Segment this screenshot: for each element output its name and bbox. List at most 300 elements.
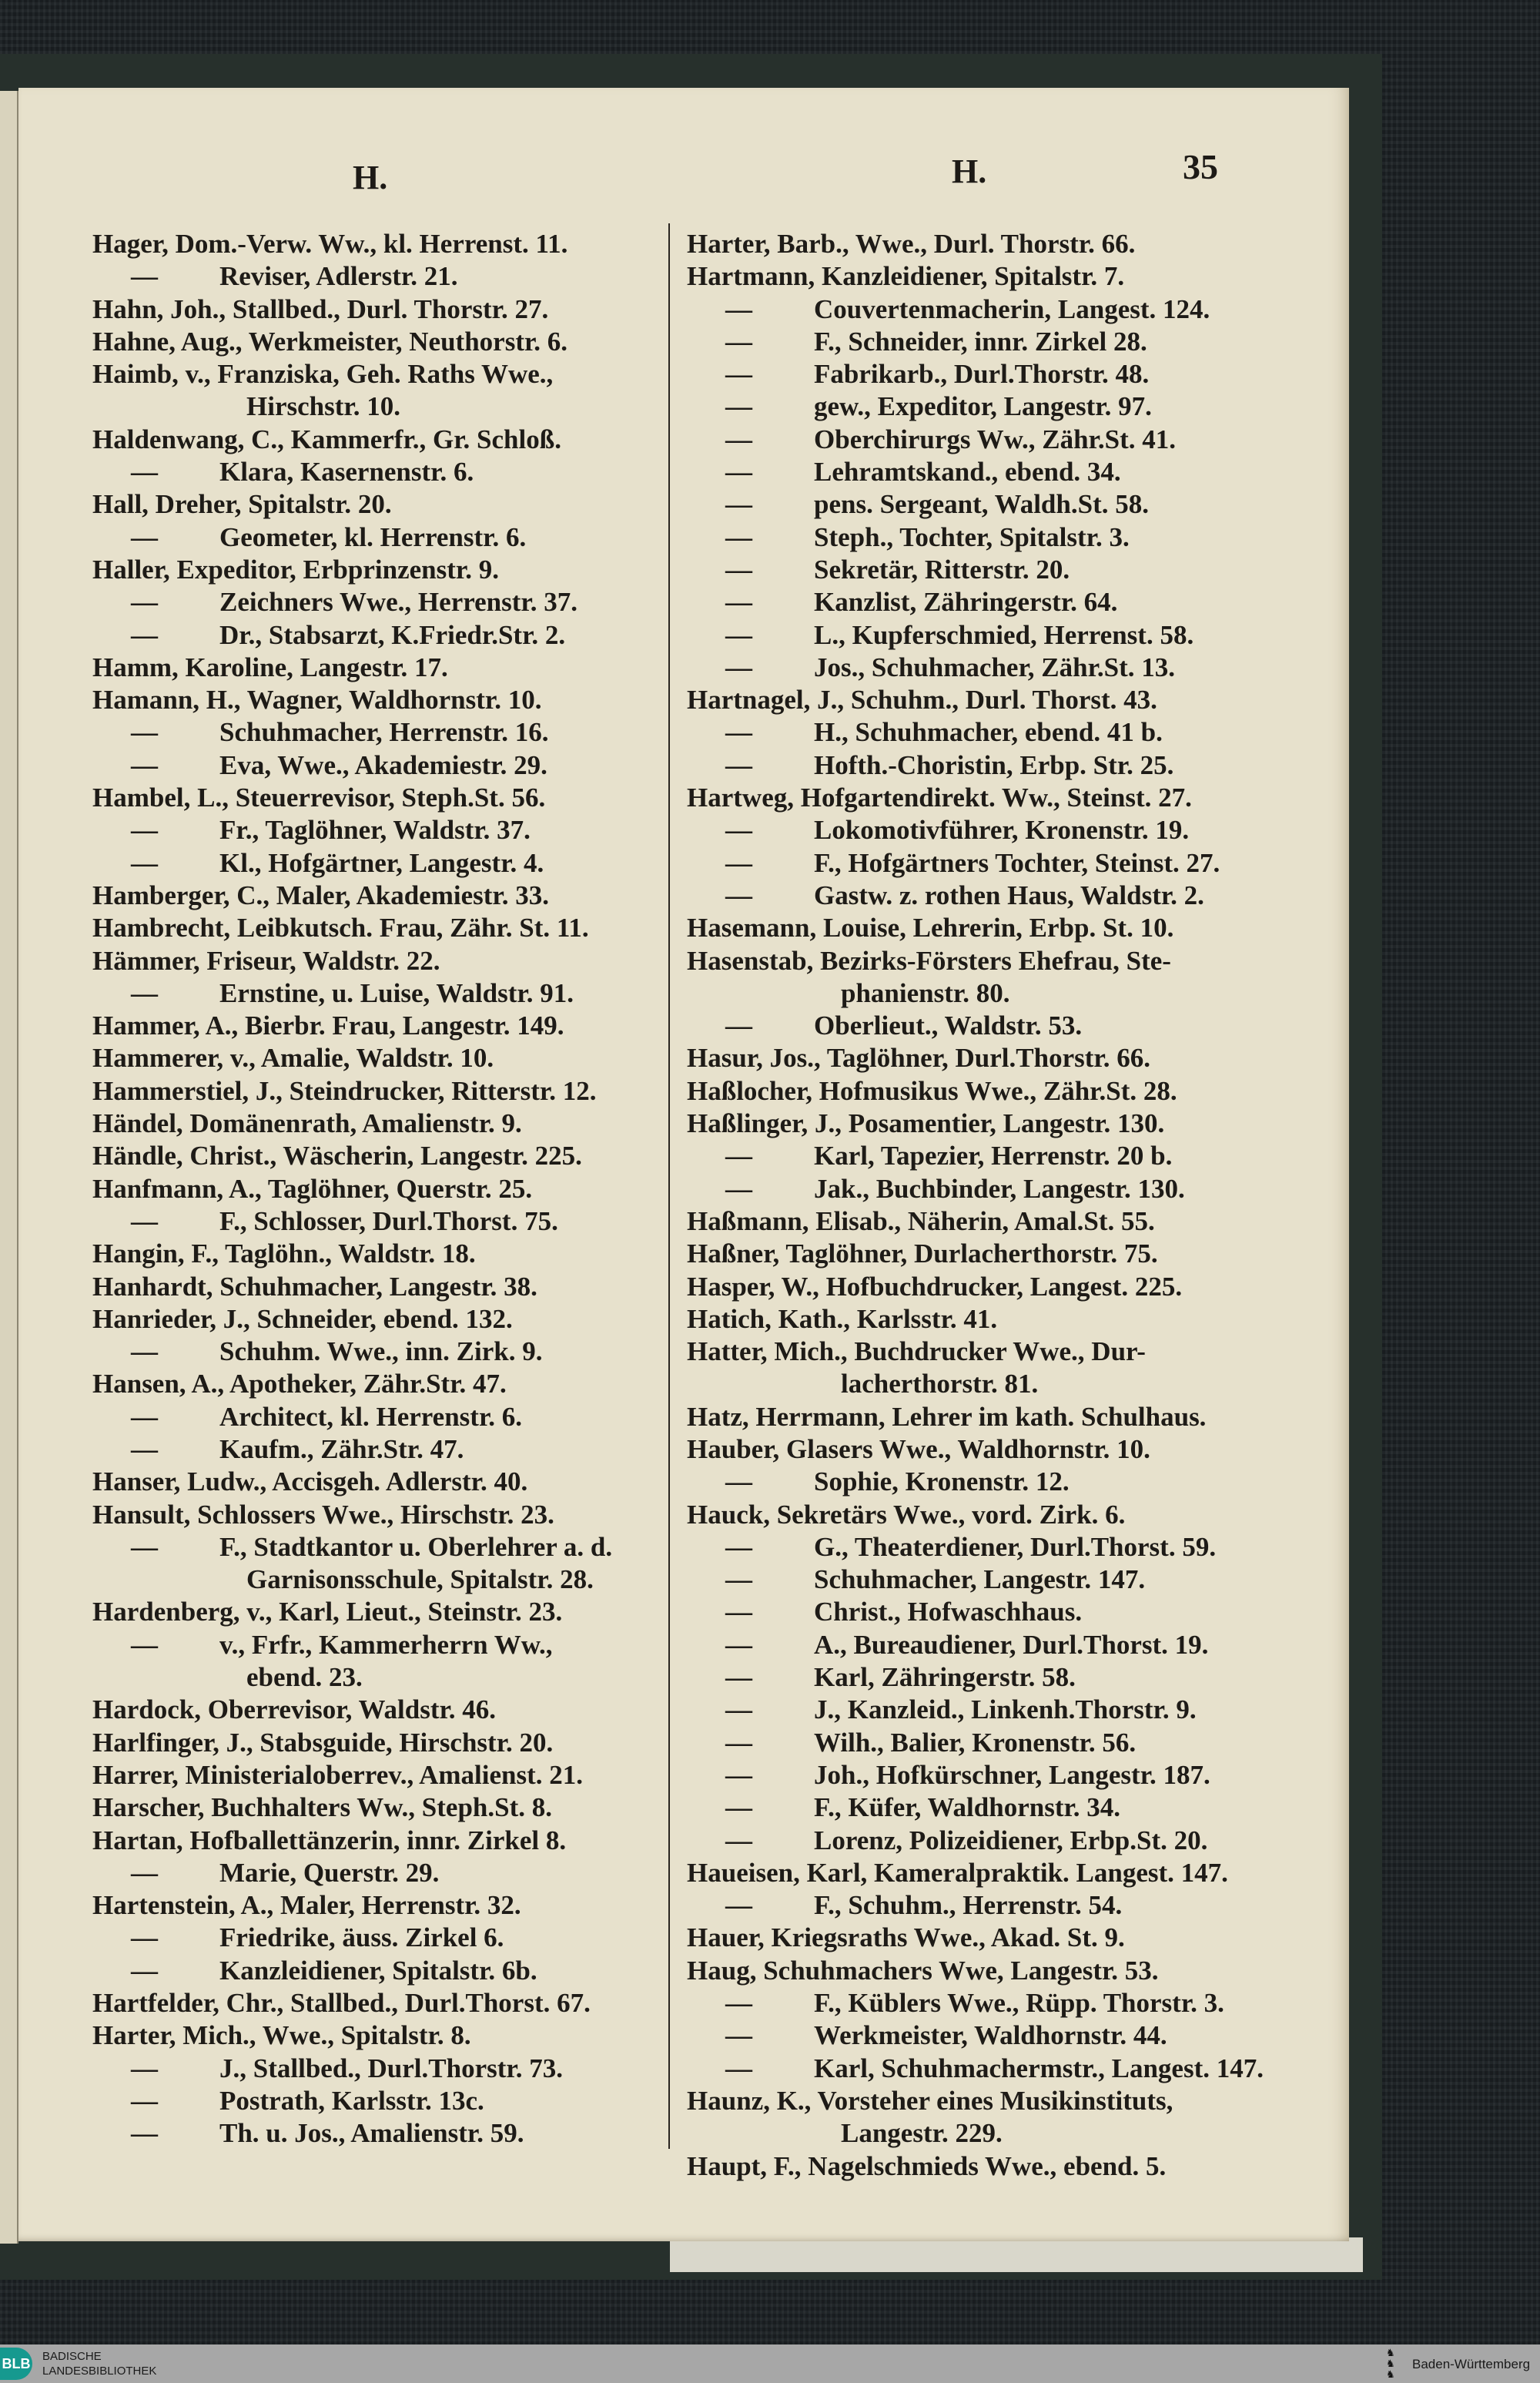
entry-text: Hansen, A., Apotheker, Zähr.Str. 47. (92, 1369, 507, 1399)
directory-sub-entry (92, 1205, 668, 1238)
entry-text: Hambrecht, Leibkutsch. Frau, Zähr. St. 11. (92, 913, 589, 943)
directory-sub-entry (92, 814, 668, 846)
entry-text: gew., Expeditor, Langestr. 97. (814, 391, 1152, 422)
directory-entry (92, 1499, 668, 1531)
directory-sub-entry (687, 1825, 1257, 1857)
directory-sub-entry (92, 1531, 668, 1564)
entry-text: Hangin, F., Taglöhn., Waldstr. 18. (92, 1238, 476, 1269)
directory-entry (92, 782, 668, 814)
entry-text: Garnisonsschule, Spitalstr. 28. (246, 1564, 594, 1595)
ditto-dash: — (725, 619, 752, 650)
entry-text: Harter, Mich., Wwe., Spitalstr. 8. (92, 2020, 471, 2051)
directory-entry (92, 1791, 668, 1824)
directory-sub-entry (687, 1889, 1257, 1922)
entry-continuation (687, 977, 1257, 1010)
directory-sub-entry (687, 424, 1257, 456)
directory-entry (687, 2085, 1257, 2117)
directory-sub-entry (687, 619, 1257, 652)
entry-text: Haßlocher, Hofmusikus Wwe., Zähr.St. 28. (687, 1075, 1177, 1106)
directory-entry (92, 1238, 668, 1270)
directory-sub-entry (687, 1564, 1257, 1596)
ditto-dash: — (725, 1792, 752, 1823)
directory-sub-entry (92, 2053, 668, 2085)
entry-text: Hatter, Mich., Buchdrucker Wwe., Dur- (687, 1336, 1146, 1367)
directory-sub-entry (92, 1336, 668, 1368)
directory-sub-entry (687, 586, 1257, 618)
ditto-dash: — (131, 619, 158, 650)
directory-sub-entry (687, 2019, 1257, 2052)
entry-text: Karl, Zähringerstr. 58. (814, 1662, 1076, 1693)
entry-text: Hartweg, Hofgartendirekt. Ww., Steinst. 27. (687, 783, 1192, 813)
entry-text: H., Schuhmacher, ebend. 41 b. (814, 717, 1163, 748)
left-column (92, 228, 668, 2150)
entry-text: Haller, Expeditor, Erbprinzenstr. 9. (92, 554, 499, 585)
directory-entry (92, 1368, 668, 1400)
entry-text: Hirschstr. 10. (246, 391, 400, 422)
entry-text: Oberchirurgs Ww., Zähr.St. 41. (814, 424, 1176, 454)
directory-entry (92, 945, 668, 977)
entry-text: A., Bureaudiener, Durl.Thorst. 19. (814, 1629, 1209, 1660)
directory-entry (92, 1596, 668, 1628)
library-name-line1: BADISCHE (42, 2350, 102, 2363)
entry-text: Harscher, Buchhalters Ww., Steph.St. 8. (92, 1792, 552, 1823)
state-name: Baden-Württemberg (1412, 2357, 1531, 2371)
directory-entry (92, 326, 668, 358)
entry-text: F., Küblers Wwe., Rüpp. Thorstr. 3. (814, 1988, 1224, 2019)
ditto-dash: — (131, 1922, 158, 1953)
ditto-dash: — (131, 261, 158, 292)
page-number: 35 (1183, 147, 1218, 186)
ditto-dash: — (131, 2085, 158, 2116)
entry-text: Hamberger, C., Maler, Akademiestr. 33. (92, 880, 549, 910)
entry-text: Hauck, Sekretärs Wwe., vord. Zirk. 6. (687, 1499, 1126, 1530)
entry-text: Hager, Dom.-Verw. Ww., kl. Herrenst. 11. (92, 229, 568, 259)
directory-entry (687, 945, 1257, 977)
footer-bar (0, 2344, 1540, 2383)
directory-sub-entry (687, 293, 1257, 326)
directory-entry (92, 424, 668, 456)
entry-text: Karl, Tapezier, Herrenstr. 20 b. (814, 1141, 1173, 1171)
entry-text: Hauer, Kriegsraths Wwe., Akad. St. 9. (687, 1922, 1125, 1953)
directory-entry (92, 912, 668, 944)
entry-text: Hardenberg, v., Karl, Lieut., Steinstr. 23. (92, 1597, 563, 1627)
entry-text: Kaufm., Zähr.Str. 47. (219, 1433, 464, 1464)
entry-continuation (92, 1661, 668, 1694)
ditto-dash: — (725, 1564, 752, 1595)
entry-text: Gastw. z. rothen Haus, Waldstr. 2. (814, 880, 1204, 910)
ditto-dash: — (131, 977, 158, 1008)
ditto-dash: — (725, 1011, 752, 1041)
ditto-dash: — (725, 1825, 752, 1855)
ditto-dash: — (131, 749, 158, 780)
ditto-dash: — (131, 457, 158, 488)
ditto-dash: — (131, 1531, 158, 1562)
directory-sub-entry (92, 1955, 668, 1987)
entry-text: Reviser, Adlerstr. 21. (219, 261, 458, 292)
directory-entry (92, 1727, 668, 1759)
directory-entry (92, 1140, 668, 1172)
entry-text: Hansult, Schlossers Wwe., Hirschstr. 23. (92, 1499, 554, 1530)
entry-text: Haßmann, Elisab., Näherin, Amal.St. 55. (687, 1205, 1155, 1236)
directory-entry (687, 1075, 1257, 1108)
entry-text: J., Stallbed., Durl.Thorstr. 73. (219, 2053, 563, 2083)
entry-text: Kl., Hofgärtner, Langestr. 4. (219, 847, 544, 878)
entry-text: F., Küfer, Waldhornstr. 34. (814, 1792, 1121, 1823)
entry-text: F., Schlosser, Durl.Thorst. 75. (219, 1205, 558, 1236)
entry-text: Zeichners Wwe., Herrenstr. 37. (219, 587, 578, 618)
ditto-dash: — (725, 521, 752, 552)
ditto-dash: — (131, 1433, 158, 1464)
entry-text: Joh., Hofkürschner, Langestr. 187. (814, 1759, 1210, 1790)
ditto-dash: — (725, 457, 752, 488)
directory-entry (687, 1955, 1257, 1987)
directory-entry (92, 880, 668, 912)
ditto-dash: — (725, 1727, 752, 1758)
entry-text: Hall, Dreher, Spitalstr. 20. (92, 489, 392, 520)
entry-text: Hauber, Glasers Wwe., Waldhornstr. 10. (687, 1433, 1150, 1464)
ditto-dash: — (725, 424, 752, 454)
entry-text: Jak., Buchbinder, Langestr. 130. (814, 1173, 1185, 1204)
entry-text: Hartenstein, A., Maler, Herrenstr. 32. (92, 1890, 521, 1921)
entry-text: phanienstr. 80. (841, 977, 1010, 1008)
entry-text: Hamm, Karoline, Langestr. 17. (92, 652, 448, 682)
entry-text: Kanzleidiener, Spitalstr. 6b. (219, 1955, 537, 1986)
entry-text: Klara, Kasernenstr. 6. (219, 457, 474, 488)
entry-text: Schuhm. Wwe., inn. Zirk. 9. (219, 1336, 543, 1367)
directory-entry (687, 1922, 1257, 1954)
entry-continuation (92, 390, 668, 423)
directory-entry (687, 684, 1257, 716)
entry-text: Hammerstiel, J., Steindrucker, Ritterstr. 12. (92, 1075, 597, 1106)
ditto-dash: — (725, 815, 752, 846)
directory-sub-entry (92, 1629, 668, 1661)
directory-sub-entry (687, 488, 1257, 521)
directory-sub-entry (92, 586, 668, 618)
entry-text: Hamann, H., Wagner, Waldhornstr. 10. (92, 685, 542, 716)
directory-entry (92, 1042, 668, 1074)
directory-sub-entry (92, 260, 668, 293)
directory-entry (92, 488, 668, 521)
ditto-dash: — (725, 391, 752, 422)
directory-entry (92, 1889, 668, 1922)
directory-sub-entry (92, 456, 668, 488)
directory-entry (687, 1499, 1257, 1531)
entry-text: Hasper, W., Hofbuchdrucker, Langest. 225. (687, 1271, 1183, 1302)
directory-entry (92, 2019, 668, 2052)
directory-sub-entry (687, 2053, 1264, 2085)
ditto-dash: — (725, 749, 752, 780)
directory-sub-entry (92, 847, 668, 880)
entry-text: Ernstine, u. Luise, Waldstr. 91. (219, 977, 574, 1008)
directory-sub-entry (687, 456, 1257, 488)
entry-text: Hatich, Kath., Karlsstr. 41. (687, 1303, 998, 1334)
directory-sub-entry (687, 749, 1257, 782)
entry-text: Hanrieder, J., Schneider, ebend. 132. (92, 1303, 513, 1334)
directory-entry (92, 1303, 668, 1336)
entry-text: Haßlinger, J., Posamentier, Langestr. 130. (687, 1108, 1165, 1139)
entry-text: F., Schuhm., Herrenstr. 54. (814, 1890, 1123, 1921)
directory-entry (687, 1108, 1257, 1140)
entry-text: Harlfinger, J., Stabsguide, Hirschstr. 20. (92, 1727, 554, 1758)
entry-text: Haimb, v., Franziska, Geh. Raths Wwe., (92, 359, 554, 390)
directory-entry (687, 1303, 1257, 1336)
directory-entry (92, 228, 668, 260)
directory-entry (92, 293, 668, 326)
directory-entry (92, 1075, 668, 1108)
entry-text: Karl, Schuhmachermstr., Langest. 147. (814, 2053, 1264, 2083)
entry-text: Hammerer, v., Amalie, Waldstr. 10. (92, 1043, 494, 1074)
entry-text: Couvertenmacherin, Langest. 124. (814, 293, 1210, 324)
directory-entry (687, 1857, 1257, 1889)
entry-text: v., Frfr., Kammerherrn Ww., (219, 1629, 553, 1660)
entry-text: Eva, Wwe., Akademiestr. 29. (219, 749, 547, 780)
entry-text: Hasemann, Louise, Lehrerin, Erbp. St. 10. (687, 913, 1174, 943)
directory-sub-entry (92, 619, 668, 652)
ditto-dash: — (725, 2020, 752, 2051)
directory-sub-entry (92, 716, 668, 749)
directory-sub-entry (687, 847, 1257, 880)
entry-text: Sophie, Kronenstr. 12. (814, 1466, 1070, 1497)
entry-text: Hasenstab, Bezirks-Försters Ehefrau, Ste- (687, 945, 1171, 976)
directory-sub-entry (92, 521, 668, 554)
directory-entry (687, 912, 1257, 944)
entry-text: Haupt, F., Nagelschmieds Wwe., ebend. 5. (687, 2150, 1167, 2181)
previous-page-edge (0, 91, 18, 2244)
entry-text: lacherthorstr. 81. (841, 1369, 1039, 1399)
entry-text: Hatz, Herrmann, Lehrer im kath. Schulhaus. (687, 1401, 1207, 1432)
directory-entry (92, 358, 668, 390)
entry-text: Langestr. 229. (841, 2118, 1003, 2149)
ditto-dash: — (725, 1141, 752, 1171)
entry-continuation (687, 1368, 1257, 1400)
directory-entry (687, 1205, 1257, 1238)
directory-sub-entry (92, 1433, 668, 1466)
column-divider (668, 223, 670, 2149)
directory-sub-entry (687, 880, 1257, 912)
entry-text: Friedrike, äuss. Zirkel 6. (219, 1922, 504, 1953)
entry-text: Haug, Schuhmachers Wwe, Langestr. 53. (687, 1955, 1159, 1986)
directory-entry (92, 1108, 668, 1140)
entry-text: Schuhmacher, Langestr. 147. (814, 1564, 1146, 1595)
entry-text: Hartmann, Kanzleidiener, Spitalstr. 7. (687, 261, 1125, 292)
library-name (42, 2349, 156, 2378)
entry-text: G., Theaterdiener, Durl.Thorst. 59. (814, 1531, 1217, 1562)
entry-text: Harter, Barb., Wwe., Durl. Thorstr. 66. (687, 229, 1136, 259)
entry-text: F., Stadtkantor u. Oberlehrer a. d. (219, 1531, 613, 1562)
entry-text: Hofth.-Choristin, Erbp. Str. 25. (814, 749, 1174, 780)
ditto-dash: — (131, 2118, 158, 2149)
directory-sub-entry (687, 1661, 1257, 1694)
entry-text: Architect, kl. Herrenstr. 6. (219, 1401, 523, 1432)
entry-continuation (92, 1564, 668, 1596)
ditto-dash: — (725, 1597, 752, 1627)
directory-entry (687, 1271, 1257, 1303)
ditto-dash: — (725, 1531, 752, 1562)
entry-text: Lokomotivführer, Kronenstr. 19. (814, 815, 1190, 846)
running-head-left: H. (353, 159, 388, 196)
directory-sub-entry (687, 716, 1257, 749)
directory-sub-entry (687, 1987, 1257, 2019)
entry-text: Haßner, Taglöhner, Durlacherthorstr. 75. (687, 1238, 1158, 1269)
ditto-dash: — (131, 815, 158, 846)
ditto-dash: — (725, 2053, 752, 2083)
ditto-dash: — (725, 1173, 752, 1204)
ditto-dash: — (725, 1466, 752, 1497)
entry-text: F., Schneider, innr. Zirkel 28. (814, 326, 1147, 357)
ditto-dash: — (131, 1955, 158, 1986)
directory-sub-entry (687, 1759, 1257, 1791)
ditto-dash: — (131, 717, 158, 748)
library-name-line2: LANDESBIBLIOTHEK (42, 2365, 157, 2378)
underlying-sheet (670, 2237, 1363, 2272)
directory-entry (92, 1825, 668, 1857)
entry-text: Sekretär, Ritterstr. 20. (814, 554, 1070, 585)
entry-text: Dr., Stabsarzt, K.Friedr.Str. 2. (219, 619, 566, 650)
ditto-dash: — (131, 847, 158, 878)
entry-text: Werkmeister, Waldhornstr. 44. (814, 2020, 1167, 2051)
entry-text: Wilh., Balier, Kronenstr. 56. (814, 1727, 1137, 1758)
directory-entry (92, 1759, 668, 1791)
entry-text: Steph., Tochter, Spitalstr. 3. (814, 521, 1130, 552)
entry-text: Hasur, Jos., Taglöhner, Durl.Thorstr. 66. (687, 1043, 1150, 1074)
entry-text: Fr., Taglöhner, Waldstr. 37. (219, 815, 531, 846)
entry-text: Lehramtskand., ebend. 34. (814, 457, 1121, 488)
ditto-dash: — (725, 652, 752, 682)
ditto-dash: — (725, 880, 752, 910)
directory-entry (687, 1238, 1257, 1270)
directory-entry (92, 1466, 668, 1498)
directory-entry (687, 1336, 1257, 1368)
ditto-dash: — (131, 521, 158, 552)
running-head-center: H. (952, 152, 987, 190)
ditto-dash: — (131, 1336, 158, 1367)
entry-text: Geometer, kl. Herrenstr. 6. (219, 521, 527, 552)
entry-text: pens. Sergeant, Waldh.St. 58. (814, 489, 1149, 520)
directory-sub-entry (92, 1922, 668, 1954)
directory-sub-entry (687, 1173, 1257, 1205)
directory-entry (687, 260, 1257, 293)
entry-text: Hambel, L., Steuerrevisor, Steph.St. 56. (92, 783, 546, 813)
entry-text: Haueisen, Karl, Kameralpraktik. Langest. 147. (687, 1857, 1228, 1888)
entry-text: Christ., Hofwaschhaus. (814, 1597, 1083, 1627)
entry-text: Hanser, Ludw., Accisgeh. Adlerstr. 40. (92, 1466, 528, 1497)
directory-sub-entry (687, 521, 1257, 554)
entry-text: Marie, Querstr. 29. (219, 1857, 440, 1888)
entry-text: Hanfmann, A., Taglöhner, Querstr. 25. (92, 1173, 533, 1204)
ditto-dash: — (725, 717, 752, 748)
directory-sub-entry (687, 1727, 1257, 1759)
directory-sub-entry (92, 749, 668, 782)
ditto-dash: — (725, 554, 752, 585)
entry-text: J., Kanzleid., Linkenh.Thorstr. 9. (814, 1694, 1197, 1725)
directory-sub-entry (92, 1857, 668, 1889)
entry-text: Fabrikarb., Durl.Thorstr. 48. (814, 359, 1150, 390)
entry-text: Hammer, A., Bierbr. Frau, Langestr. 149. (92, 1011, 564, 1041)
entry-text: Kanzlist, Zähringerstr. 64. (814, 587, 1118, 618)
ditto-dash: — (131, 1857, 158, 1888)
entry-text: ebend. 23. (246, 1662, 363, 1693)
directory-sub-entry (92, 977, 668, 1010)
directory-entry (687, 1042, 1257, 1074)
directory-sub-entry (687, 1791, 1257, 1824)
directory-sub-entry (687, 326, 1257, 358)
blb-logo[interactable]: BLB (0, 2348, 32, 2380)
entry-text: Hahne, Aug., Werkmeister, Neuthorstr. 6. (92, 326, 568, 357)
entry-text: Hahn, Joh., Stallbed., Durl. Thorstr. 27. (92, 293, 549, 324)
entry-text: F., Hofgärtners Tochter, Steinst. 27. (814, 847, 1220, 878)
directory-entry (687, 2150, 1257, 2183)
entry-text: Haldenwang, C., Kammerfr., Gr. Schloß. (92, 424, 561, 454)
entry-text: Lorenz, Polizeidiener, Erbp.St. 20. (814, 1825, 1208, 1855)
ditto-dash: — (725, 293, 752, 324)
ditto-dash: — (131, 1629, 158, 1660)
entry-text: Hardock, Oberrevisor, Waldstr. 46. (92, 1694, 497, 1725)
entry-text: Th. u. Jos., Amalienstr. 59. (219, 2118, 524, 2149)
directory-sub-entry (687, 1466, 1257, 1498)
directory-sub-entry (92, 2085, 668, 2117)
entry-text: Jos., Schuhmacher, Zähr.St. 13. (814, 652, 1176, 682)
entry-text: Hartan, Hofballettänzerin, innr. Zirkel 8. (92, 1825, 567, 1855)
directory-sub-entry (687, 390, 1257, 423)
directory-entry (92, 554, 668, 586)
ditto-dash: — (725, 847, 752, 878)
directory-sub-entry (687, 1140, 1257, 1172)
directory-entry (92, 684, 668, 716)
directory-sub-entry (687, 1596, 1257, 1628)
entry-text: Hartfelder, Chr., Stallbed., Durl.Thorst. 67. (92, 1988, 591, 2019)
entry-continuation (687, 2117, 1257, 2150)
ditto-dash: — (131, 587, 158, 618)
directory-sub-entry (687, 1010, 1257, 1042)
entry-text: Oberlieut., Waldstr. 53. (814, 1011, 1083, 1041)
ditto-dash: — (131, 1401, 158, 1432)
ditto-dash: — (725, 1694, 752, 1725)
ditto-dash: — (725, 1890, 752, 1921)
entry-text: Haunz, K., Vorsteher eines Musikinstituts, (687, 2085, 1173, 2116)
ditto-dash: — (131, 1205, 158, 1236)
directory-entry (92, 1694, 668, 1726)
directory-sub-entry (687, 1531, 1257, 1564)
directory-entry (687, 1401, 1257, 1433)
directory-sub-entry (687, 554, 1257, 586)
entry-text: L., Kupferschmied, Herrenst. 58. (814, 619, 1194, 650)
ditto-dash: — (725, 1759, 752, 1790)
entry-text: Händel, Domänenrath, Amalienstr. 9. (92, 1108, 522, 1139)
ditto-dash: — (725, 1988, 752, 2019)
directory-entry (687, 228, 1257, 260)
directory-entry (92, 1271, 668, 1303)
entry-text: Harrer, Ministerialoberrev., Amalienst. 21. (92, 1759, 584, 1790)
directory-sub-entry (92, 2117, 668, 2150)
ditto-dash: — (725, 359, 752, 390)
directory-sub-entry (687, 652, 1257, 684)
directory-entry (687, 1433, 1257, 1466)
lion-icon: ♞ ♞ ♞ (1386, 2347, 1395, 2380)
directory-entry (92, 1010, 668, 1042)
ditto-dash: — (725, 1662, 752, 1693)
directory-sub-entry (687, 814, 1257, 846)
ditto-dash: — (725, 326, 752, 357)
entry-text: Händle, Christ., Wäscherin, Langestr. 225. (92, 1141, 582, 1171)
entry-text: Hanhardt, Schuhmacher, Langestr. 38. (92, 1271, 537, 1302)
directory-entry (92, 652, 668, 684)
entry-text: Postrath, Karlsstr. 13c. (219, 2085, 484, 2116)
entry-text: Hämmer, Friseur, Waldstr. 22. (92, 945, 440, 976)
ditto-dash: — (725, 489, 752, 520)
entry-text: Hartnagel, J., Schuhm., Durl. Thorst. 43. (687, 685, 1157, 716)
entry-text: Schuhmacher, Herrenstr. 16. (219, 717, 549, 748)
directory-entry (92, 1173, 668, 1205)
